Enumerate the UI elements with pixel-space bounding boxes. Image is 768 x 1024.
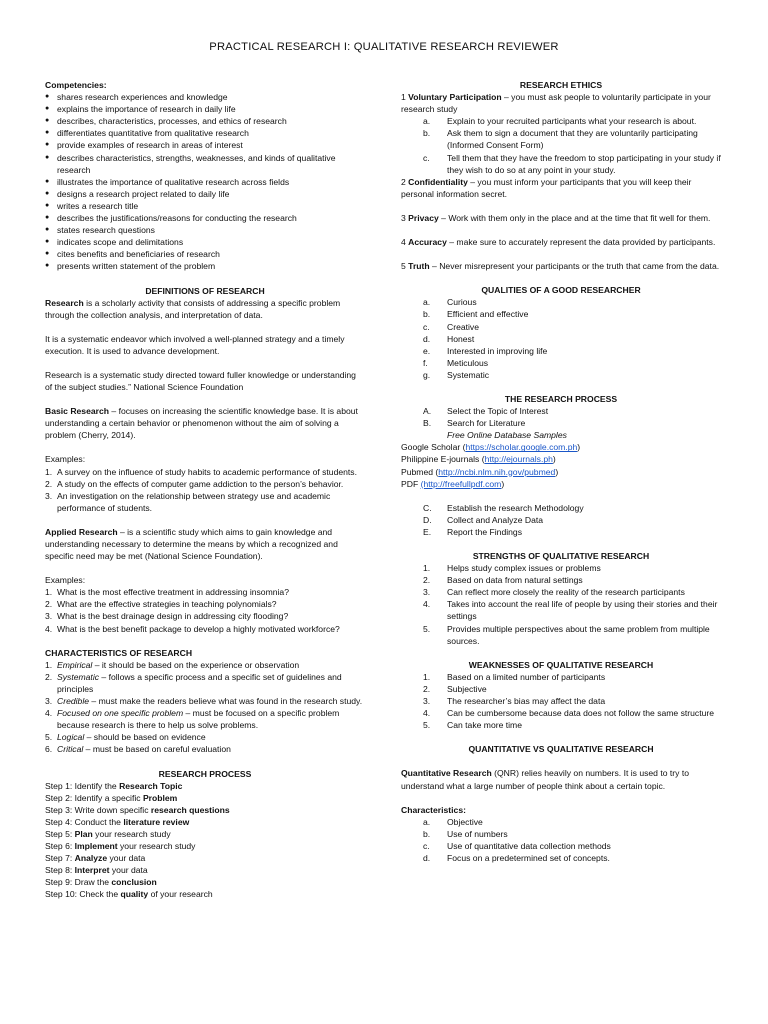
quant-vs-qual-heading: QUANTITATIVE VS QUALITATIVE RESEARCH <box>468 744 654 755</box>
process-item: C. Establish the research Methodology <box>423 502 584 513</box>
qnr-paragraph: Quantitative Research (QNR) relies heavily on numbers. It is used to try to understand what a large number of people think about a certain topic. <box>401 768 690 791</box>
ethics-subitem: c. Tell them that they have the freedom to stop participating in your study if they wish to do so at any point in your study. <box>423 152 721 175</box>
definition-paragraph <box>45 297 365 321</box>
definition-term: Research <box>45 297 84 308</box>
characteristic-item: 3. Credible – must make the readers believe what was found in the research study. <box>45 696 363 707</box>
example-item: 1. A survey on the influence of study habits to academic performance of students. <box>45 466 357 477</box>
competencies-heading: Competencies: <box>45 80 107 90</box>
basic-research-term: Basic Research <box>45 406 110 417</box>
database-link[interactable]: http://ejournals.ph <box>484 454 553 465</box>
strength-item: 4. Takes into account the real life of people by using their stories and their settings <box>423 599 718 622</box>
example-item: 3. What is the best drainage design in addressing city flooding? <box>45 611 289 622</box>
example-item: 1. What is the most effective treatment in addressing insomnia? <box>45 587 289 598</box>
competency-item: ● shares research experiences and knowledge <box>45 91 365 103</box>
database-entry: Google Scholar (https://scholar.google.com.ph) <box>401 442 581 453</box>
competency-item: ● indicates scope and delimitations <box>45 236 365 248</box>
weaknesses-heading: WEAKNESSES OF QUALITATIVE RESEARCH <box>468 659 654 670</box>
competencies-list <box>45 91 365 272</box>
definitions-heading: DEFINITIONS OF RESEARCH <box>145 285 265 296</box>
quality-item: c. Creative <box>423 321 479 332</box>
example-item: 4. What is the best benefit package to develop a highly motivated workforce? <box>45 623 340 634</box>
strength-item: 1. Helps study complex issues or problems <box>423 563 601 574</box>
competency-item: ● designs a research project related to daily life <box>45 188 365 200</box>
process-step: Step 1: Identify the Research Topic <box>45 780 183 791</box>
process-step: Step 5: Plan your research study <box>45 828 171 839</box>
strength-item: 2. Based on data from natural settings <box>423 575 583 586</box>
quality-item: d. Honest <box>423 333 475 344</box>
examples-label: Examples: <box>45 454 86 465</box>
characteristic-item: 4. Focused on one specific problem – must be focused on a specific problem because research is there to help us solve problems. <box>45 708 340 731</box>
basic-research-paragraph <box>45 405 365 441</box>
quality-item: b. Efficient and effective <box>423 309 529 320</box>
ethics-item: 2 Confidentiality – you must inform your participants that you will keep their personal information secret. <box>401 176 692 199</box>
right-column <box>401 79 721 864</box>
ethics-item: 3 Privacy – Work with them only in the place and at the time that fit well for them. <box>401 212 711 223</box>
ethics-item: 4 Accuracy – make sure to accurately represent the data provided by participants. <box>401 237 716 248</box>
database-link[interactable]: https://scholar.google.com.ph <box>465 442 578 453</box>
weakness-item: 4. Can be cumbersome because data does not follow the same structure <box>423 708 715 719</box>
process-step: Step 8: Interpret your data <box>45 865 148 876</box>
process-step: Step 7: Analyze your data <box>45 853 146 864</box>
competency-item: ● cites benefits and beneficiaries of research <box>45 248 365 260</box>
database-entry: PDF (http://freefullpdf.com) <box>401 478 505 489</box>
qnr-characteristic: c. Use of quantitative data collection methods <box>423 840 611 851</box>
database-link[interactable]: (http://freefullpdf.com <box>420 478 502 489</box>
qnr-characteristic: b. Use of numbers <box>423 828 508 839</box>
characteristics-label: Characteristics: <box>401 804 466 815</box>
example-item: 2. What are the effective strategies in teaching polynomials? <box>45 599 277 610</box>
definition-paragraph-3: Research is a systematic study directed toward fuller knowledge or understanding of the subject studies.” National Science Foundation <box>45 369 356 393</box>
qnr-characteristic: a. Objective <box>423 816 483 827</box>
ethics-item: 5 Truth – Never misrepresent your participants or the truth that came from the data. <box>401 261 720 272</box>
database-entry: Philippine E-journals (http://ejournals.ph) <box>401 454 556 465</box>
database-link[interactable]: http://ncbi.nlm.nih.gov/pubmed <box>438 466 556 477</box>
applied-research-term: Applied Research <box>45 526 118 537</box>
process-step: Step 4: Conduct the literature review <box>45 816 190 827</box>
strengths-heading: STRENGTHS OF QUALITATIVE RESEARCH <box>472 551 650 561</box>
process-step: Step 9: Draw the conclusion <box>45 877 157 888</box>
competency-item: ● illustrates the importance of qualitative research across fields <box>45 176 365 188</box>
document-title: PRACTICAL RESEARCH I: QUALITATIVE RESEARCH REVIEWER <box>209 41 559 53</box>
ethics-heading: RESEARCH ETHICS <box>519 80 603 90</box>
ethics-subitem: a. Explain to your recruited participants what your research is about. <box>423 116 697 127</box>
databases-label: Free Online Database Samples <box>447 430 567 441</box>
examples-label: Examples: <box>45 575 86 586</box>
ethics-subitem: b. Ask them to sign a document that they are voluntarily participating (Informed Consent Form) <box>423 128 698 151</box>
process-item: E. Report the Findings <box>423 526 522 537</box>
quality-item: g. Systematic <box>423 369 490 380</box>
strength-item: 3. Can reflect more closely the reality of the research participants <box>423 587 685 598</box>
applied-research-text: – is a scientific study which aims to gain knowledge and understanding necessary to determine the means by which a recognized and specific need may be met (National Science Foundation). <box>45 526 338 562</box>
characteristic-item: 2. Systematic – follows a specific process and a specific set of guidelines and principles <box>45 671 342 694</box>
process-step: Step 6: Implement your research study <box>45 841 196 852</box>
competency-item: ● presents written statement of the problem <box>45 260 365 272</box>
definition-text: is a scholarly activity that consists of addressing a specific problem through the collection analysis, and interpretation of data. <box>45 297 341 320</box>
ethics-item: 1 Voluntary Participation – you must ask people to voluntarily participate in your research study <box>401 92 711 115</box>
weakness-item: 2. Subjective <box>423 683 487 694</box>
characteristic-item: 6. Critical – must be based on careful evaluation <box>45 744 231 755</box>
characteristic-item: 1. Empirical – it should be based on the experience or observation <box>45 659 300 670</box>
quality-item: a. Curious <box>423 297 477 308</box>
research-process-heading: RESEARCH PROCESS <box>158 768 252 779</box>
competency-item: ● provide examples of research in areas of interest <box>45 139 365 151</box>
qnr-characteristic: d. Focus on a predetermined set of concepts. <box>423 852 610 863</box>
quality-item: f. Meticulous <box>423 357 489 368</box>
competency-item: ● states research questions <box>45 224 365 236</box>
competency-item: ● differentiates quantitative from qualitative research <box>45 127 365 139</box>
weakness-item: 5. Can take more time <box>423 720 522 731</box>
process-item: A. Select the Topic of Interest <box>423 406 549 417</box>
competency-item: ● explains the importance of research in daily life <box>45 103 365 115</box>
weakness-item: 1. Based on a limited number of participants <box>423 671 606 682</box>
example-item: 2. A study on the effects of computer game addiction to the person’s behavior. <box>45 478 344 489</box>
process-step: Step 3: Write down specific research questions <box>45 804 230 815</box>
the-research-process-heading: THE RESEARCH PROCESS <box>504 393 618 404</box>
example-item: 3. An investigation on the relationship between strategy use and academic performance of students. <box>45 490 331 513</box>
process-step: Step 2: Identify a specific Problem <box>45 792 178 803</box>
weakness-item: 3. The researcher’s bias may affect the data <box>423 696 606 707</box>
process-step: Step 10: Check the quality of your research <box>45 889 213 900</box>
competency-item: ● describes characteristics, strengths, weaknesses, and kinds of qualitative research <box>45 152 365 176</box>
left-column <box>45 79 365 901</box>
qualities-heading: QUALITIES OF A GOOD RESEARCHER <box>481 285 641 296</box>
competency-item: ● describes the justifications/reasons for conducting the research <box>45 212 365 224</box>
basic-research-text: – focuses on increasing the scientific knowledge base. It is about understanding a certain behavior or phenomenon without the aim of solving a problem (Cherry, 2014). <box>45 406 358 441</box>
competency-item: ● writes a research title <box>45 200 365 212</box>
applied-research-paragraph <box>45 526 365 562</box>
strength-item: 5. Provides multiple perspectives about the same problem from multiple sources. <box>423 623 710 646</box>
process-item: B. Search for Literature <box>423 418 526 429</box>
characteristic-item: 5. Logical – should be based on evidence <box>45 732 206 743</box>
definition-paragraph-2: It is a systematic endeavor which involved a well-planned strategy and a timely execution. It is used to advance development. <box>45 333 345 356</box>
competency-item: ● describes, characteristics, processes, and ethics of research <box>45 115 365 127</box>
process-item: D. Collect and Analyze Data <box>423 514 544 525</box>
database-entry: Pubmed (http://ncbi.nlm.nih.gov/pubmed) <box>401 466 559 477</box>
characteristics-heading: CHARACTERISTICS OF RESEARCH <box>45 647 193 658</box>
quality-item: e. Interested in improving life <box>423 345 548 356</box>
